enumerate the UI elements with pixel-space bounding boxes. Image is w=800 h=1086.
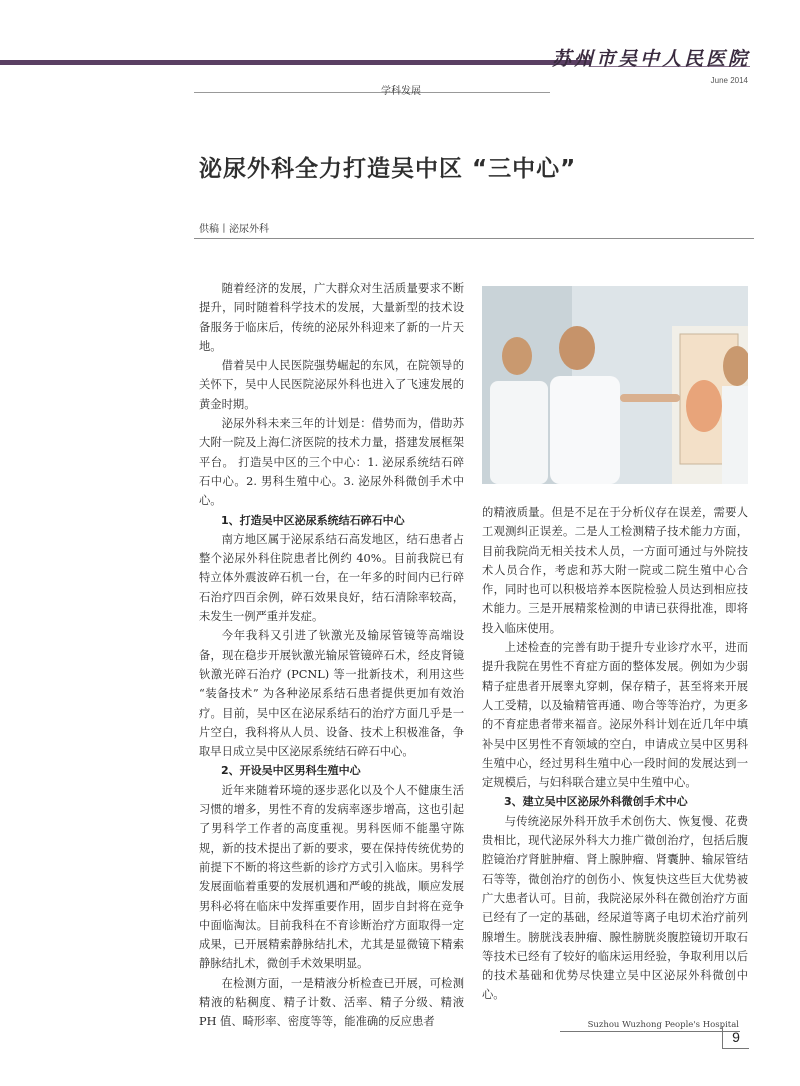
paragraph: 今年我科又引进了钬激光及输尿管镜等高端设备，现在稳步开展钬激光输尿管镜碎石术，经皮肾镜钬激光碎石治疗 (PCNL) 等一批新技术，利用这些 “装备技术” 为各种泌尿系结石患者提供更加有效治疗。目前，吴中区在泌尿系结石的治疗方面几乎是一片空白，我科将从人员、设备、技术上积极准备，争取早日成立吴中区泌尿系统结石碎石中心。 xyxy=(199,629,464,759)
paragraph: 在检测方面，一是精液分析检查已开展，可检测精液的粘稠度、精子计数、活率、精子分级、精液 PH 值、畸形率、密度等等，能准确的反应患者 xyxy=(199,976,464,1029)
section-rule xyxy=(194,92,550,93)
section-label: 学科发展 xyxy=(381,86,421,97)
column-right xyxy=(482,503,748,1005)
page-number: 9 xyxy=(722,1026,749,1049)
paragraph: 上述检查的完善有助于提升专业诊疗水平，进而提升我院在男性不育症方面的整体发展。例如为少弱精子症患者开展睾丸穿刺，保存精子，甚至将来开展人工受精，以及输精管再通、吻合等等治疗，为更多的不育症患者带来福音。泌尿外科计划在近几年中填补吴中区男性不育领域的空白，申请成立吴中区男科生殖中心，经过男科生殖中心一段时间的发展达到一定规模后，与妇科联合建立吴中生殖中心。 xyxy=(482,641,748,790)
paragraph: 的精液质量。但是不足在于分析仪存在误差，需要人工观测纠正误差。二是人工检测精子技术能力方面，目前我院尚无相关技术人员，一方面可通过与外院技术人员合作，考虑和苏大附一院或二院生殖中心合作，同时也可以积极培养本医院检验人员达到相应技术能力。三是开展精浆检测的申请已获得批准，即将投入临床使用。 xyxy=(482,506,748,635)
paragraph: 泌尿外科未来三年的计划是：借势而为，借助苏大附一院及上海仁济医院的技术力量，搭建发展框架平台。 打造吴中区的三个中心：1. 泌尿系统结石碎石中心。2. 男科生殖中心。3. 泌尿外科微创手术中心。 xyxy=(199,417,464,508)
header-bar xyxy=(0,60,590,65)
paragraph: 随着经济的发展，广大群众对生活质量要求不断提升，同时随着科学技术的发展，大量新型的技术设备服务于临床后，传统的泌尿外科迎来了新的一片天地。 xyxy=(199,282,464,353)
photo-illustration xyxy=(482,286,748,484)
byline-rule xyxy=(194,238,754,239)
hospital-name: 苏州市吴中人民医院 xyxy=(551,48,750,70)
article-title: 泌尿外科全力打造吴中区 “三中心” xyxy=(199,156,577,182)
paragraph: 借着吴中人民医院强势崛起的东风，在院领导的关怀下，吴中人民医院泌尿外科也进入了飞速发展的黄金时期。 xyxy=(199,359,464,411)
paragraph: 近年来随着环境的逐步恶化以及个人不健康生活习惯的增多，男性不育的发病率逐步增高，这也引起了男科学工作者的高度重视。男科医师不能墨守陈规，新的技术提出了新的要求，要在保持传统优势的前提下不断的将这些新的诊疗方式引入临床。男科学发展面临着重要的发展机遇和严峻的挑战，顺应发展男科必将在临床中发挥重要作用，固步自封将在竞争中面临淘汰。目前我科在不育诊断治疗方面取得一定成果，已开展精索静脉结扎术，尤其是显微镜下精索静脉结扎术，微创手术效果明显。 xyxy=(199,783,464,971)
subheading-minimally-invasive-center: 3、建立吴中区泌尿外科微创手术中心 xyxy=(504,795,688,809)
paragraph: 与传统泌尿外科开放手术创伤大、恢复慢、花费贵相比，现代泌尿外科大力推广微创治疗，包括后腹腔镜治疗肾脏肿瘤、肾上腺肿瘤、肾囊肿、输尿管结石等等，微创治疗的创伤小、恢复快这些巨大优势被广大患者认可。目前，我院泌尿外科在微创治疗方面已经有了一定的基础，经尿道等离子电切术治疗前列腺增生。膀胱浅表肿瘤、腺性膀胱炎腹腔镜切开取石等技术已经有了较好的临床运用经验，争取利用以后的技术基础和优势尽快建立吴中区泌尿外科微创中心。 xyxy=(482,814,748,1002)
column-left xyxy=(199,279,464,1032)
subheading-andrology-center: 2、开设吴中区男科生殖中心 xyxy=(221,764,361,778)
footer-rule xyxy=(560,1031,740,1032)
footer-hospital-name: Suzhou Wuzhong People's Hospital xyxy=(587,1020,739,1030)
paragraph: 南方地区属于泌尿系结石高发地区，结石患者占整个泌尿外科住院患者比例约 40%。目前我院已有特立体外震波碎石机一台，在一年多的时间内已行碎石治疗四百余例，碎石效果良好，结石清除率较高，未发生一例严重并发症。 xyxy=(199,532,464,624)
doctors-photo xyxy=(482,286,748,484)
byline: 供稿丨泌尿外科 xyxy=(199,224,269,235)
issue-date: June 2014 xyxy=(710,76,748,85)
subheading-stone-center: 1、打造吴中区泌尿系统结石碎石中心 xyxy=(221,513,405,527)
